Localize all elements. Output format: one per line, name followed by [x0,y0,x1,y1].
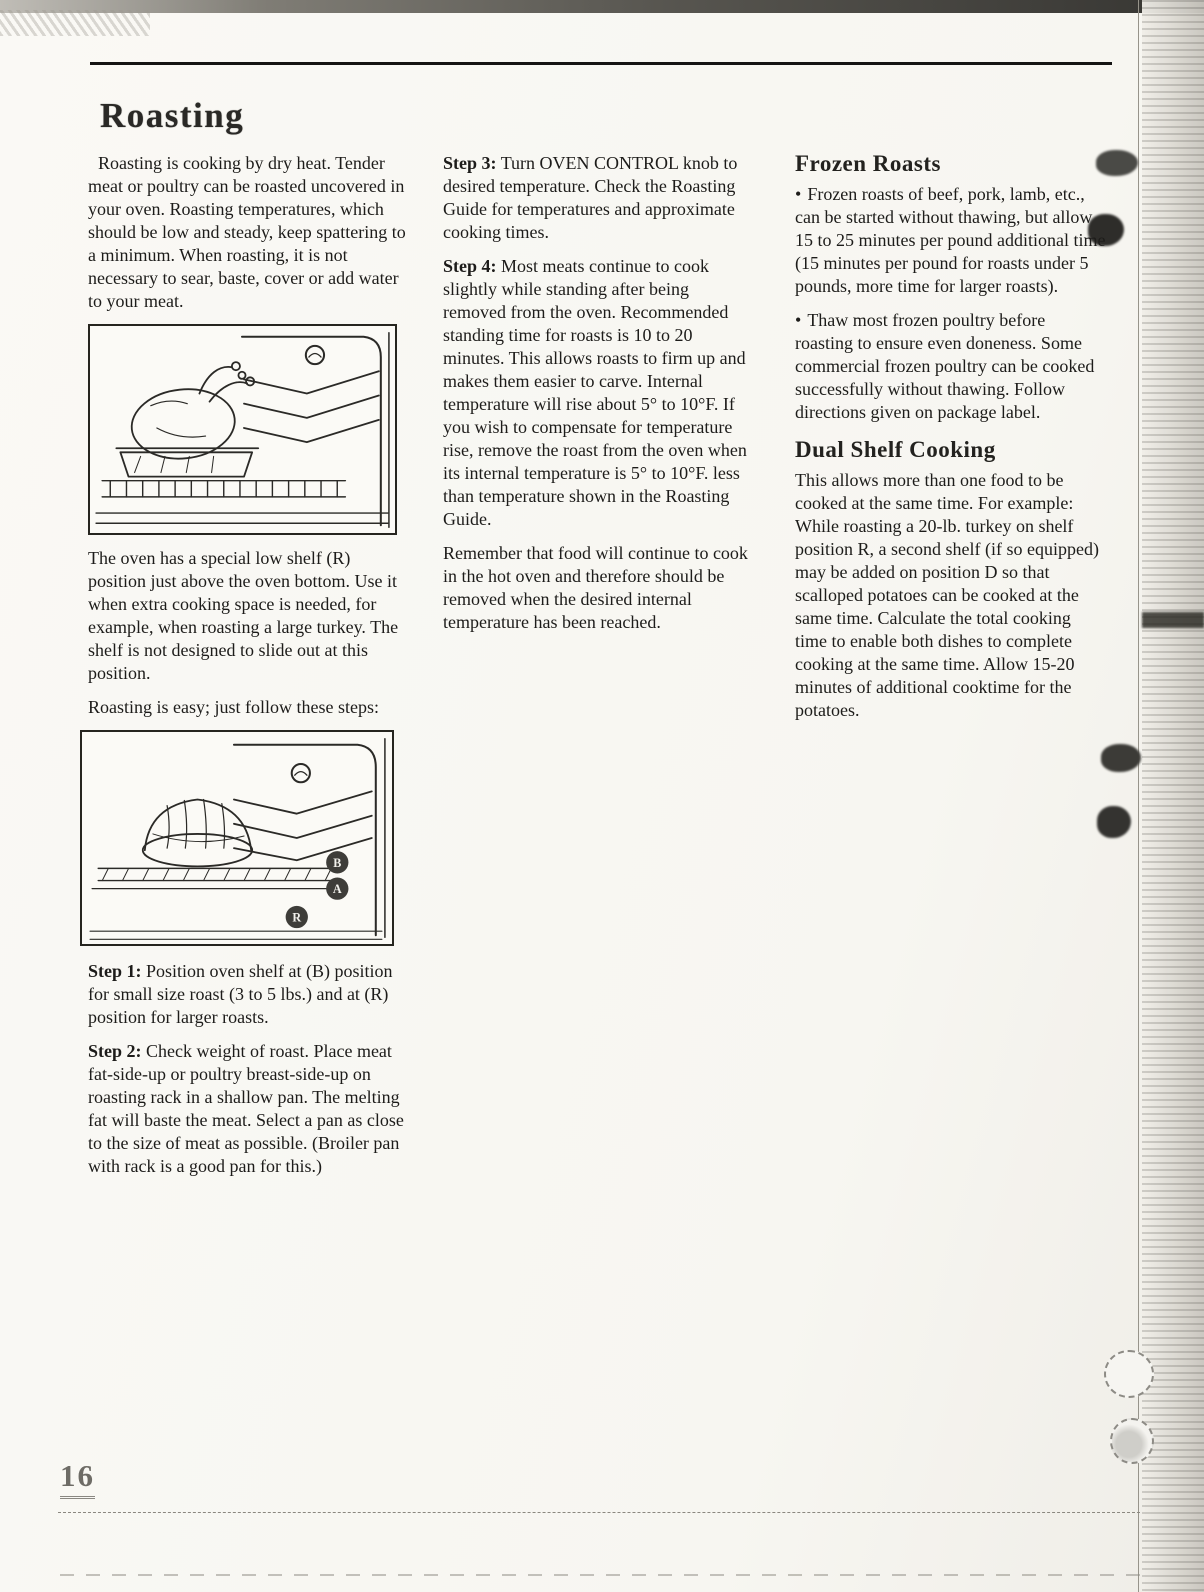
scan-bottom-noise [60,1574,1140,1576]
step-1-text: Position oven shelf at (B) position for small size roast (3 to 5 lbs.) and at (R) position for larger roasts. [88,961,393,1027]
remember-paragraph: Remember that food will continue to cook in the hot oven and therefore should be removed when the desired internal temperature has been reached. [443,543,748,632]
shelf-position-b-label: B [333,855,342,870]
frozen-roasts-heading: Frozen Roasts [795,151,941,176]
left-column [88,152,406,1189]
right-column [795,152,1107,733]
step-1-paragraph [88,960,406,1029]
bullet-icon: • [795,184,802,204]
frozen-bullet-2-text: Thaw most frozen poultry before roasting to ensure even doneness. Some commercial frozen poultry can be cooked successfully without thawing. Follow directions given on package label. [795,310,1095,422]
scan-ink-blob [1101,744,1141,772]
page-number: 16 [60,1458,95,1499]
oven-light-icon [292,764,310,782]
shelf-supports-drawing [234,791,372,860]
intro-paragraph: Roasting is cooking by dry heat. Tender meat or poultry can be roasted uncovered in your oven. Roasting temperatures, which should be low and steady, keep spattering to a minimum. When roasting, it is not necessary to sear, baste, cover or add water to your meat. [88,153,406,311]
page-title: Roasting [100,96,245,135]
roast-drawing [143,800,252,867]
bottom-rule [58,1512,1140,1513]
shelf-position-r-label: R [292,910,302,925]
scan-ink-blob [1097,806,1131,838]
dual-shelf-heading: Dual Shelf Cooking [795,437,996,462]
step-3-text: Turn OVEN CONTROL knob to desired temperature. Check the Roasting Guide for temperatures and approximate cooking times. [443,153,738,242]
step-2-paragraph [88,1040,406,1178]
scan-binding-band [1142,0,1204,1592]
oven-turkey-drawing [90,326,395,533]
oven-light-icon [306,346,324,364]
step-4-text: Most meats continue to cook slightly while standing after being removed from the oven. Recommended standing time for roasts is 10 to 20 minutes. This allows roasts to firm up and makes them easier to carve. Internal temperature will rise about 5° to 10°F. If you wish to compensate for temperature rise, remove the roast from the oven when its internal temperature is 5° to 10°F. less than temperature shown in the Roasting Guide. [443,256,747,529]
frozen-bullet-2 [795,309,1107,424]
dual-shelf-paragraph: This allows more than one food to be cooked at the same time. For example: While roasting a 20-lb. turkey on shelf position R, a second shelf (if so equipped) may be added on position D so that scalloped potatoes can be cooked at the same time. Calculate the total cooking time to enable both dishes to complete cooking at the same time. Allow 15-20 minutes of additional cooktime for the potatoes. [795,470,1099,720]
steps-intro-paragraph: Roasting is easy; just follow these steps: [88,697,379,717]
step-1-label: Step 1: [88,961,142,981]
step-3-paragraph [443,152,751,244]
frozen-bullet-1 [795,183,1107,298]
frozen-bullet-1-text: Frozen roasts of beef, pork, lamb, etc., can be started without thawing, but allow 15 to 25 minutes per pound additional time (15 minutes per pound for roasts under 5 pounds, more time for larger roasts). [795,184,1106,296]
oven-roast-figure [80,730,394,946]
middle-column [443,152,751,645]
shelf-position-badges [286,851,349,928]
scan-noise-patch [0,10,150,36]
oven-roast-drawing [82,732,392,944]
roasting-pan-drawing [116,448,258,476]
shelf-supports-drawing [244,371,379,442]
oven-rack-drawing [102,481,345,497]
oven-rack-drawing [92,868,345,888]
step-2-label: Step 2: [88,1041,142,1061]
scan-ink-smear [1142,612,1204,628]
hole-punch-mark [1104,1350,1154,1398]
step-4-label: Step 4: [443,256,497,276]
step-3-label: Step 3: [443,153,497,173]
scan-top-band [0,0,1204,13]
low-shelf-paragraph: The oven has a special low shelf (R) position just above the oven bottom. Use it when extra cooking space is needed, for example, when roasting a large turkey. The shelf is not designed to slide out at this position. [88,548,399,683]
shelf-position-a-label: A [332,882,342,897]
header-rule [90,62,1112,65]
hole-punch-mark [1110,1418,1154,1464]
step-4-paragraph [443,255,751,531]
step-2-text: Check weight of roast. Place meat fat-side-up or poultry breast-side-up on roasting rack in a shallow pan. The melting fat will baste the meat. Select a pan as close to the size of meat as possible. (Broiler pan with rack is a good pan for this.) [88,1041,404,1176]
bullet-icon: • [795,310,802,330]
oven-turkey-figure [88,324,397,535]
